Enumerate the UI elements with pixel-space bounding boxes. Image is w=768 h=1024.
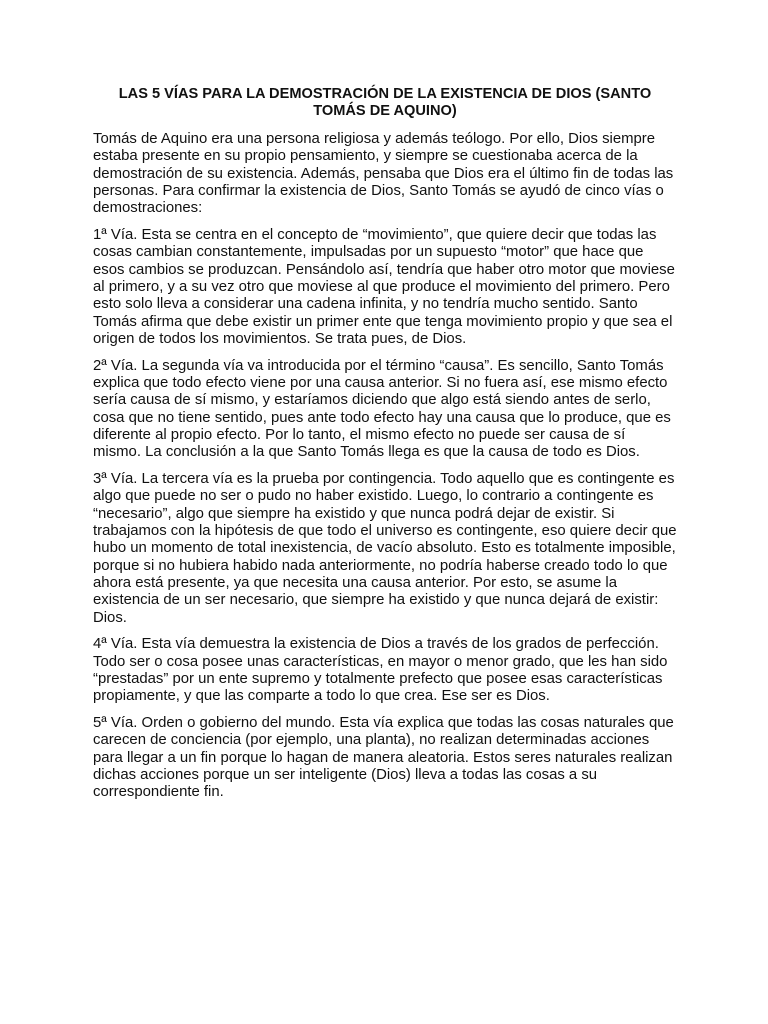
document-page [93,86,677,811]
paragraph-via-1: 1ª Vía. Esta se centra en el concepto de “movimiento”, que quiere decir que todas las cosas cambian constantemente, impulsadas por un supuesto “motor” que hace que esos cambios se produzcan. Pensándolo así, tendría que haber otro motor que moviese al primero, y a su vez otro que moviese al que produce el movimiento del primero. Pero esto solo lleva a considerar una cadena infinita, y no tendría mucho sentido. Santo Tomás afirma que debe existir un primer ente que tenga movimiento propio y que sea el origen de todos los movimientos. Se trata pues, de Dios. [93,227,675,347]
document-title: LAS 5 VÍAS PARA LA DEMOSTRACIÓN DE LA EXISTENCIA DE DIOS (SANTO TOMÁS DE AQUINO) [118,86,652,119]
paragraph-via-4: 4ª Vía. Esta vía demuestra la existencia de Dios a través de los grados de perfección. Todo ser o cosa posee unas características, en mayor o menor grado, que les han sido “prestadas” por un ente supremo y totalmente prefecto que posee esas características propiamente, y que las comparte a todo lo que crea. Ese ser es Dios. [93,636,668,705]
paragraph-intro: Tomás de Aquino era una persona religiosa y además teólogo. Por ello, Dios siempre estaba presente en su propio pensamiento, y siempre se cuestionaba acerca de la demostración de su existencia. Además, pensaba que Dios era el último fin de todas las personas. Para confirmar la existencia de Dios, Santo Tomás se ayudó de cinco vías o demostraciones: [93,131,674,217]
paragraph-via-3: 3ª Vía. La tercera vía es la prueba por contingencia. Todo aquello que es contingente es algo que puede no ser o pudo no haber existido. Luego, lo contrario a contingente es “necesario”, algo que siempre ha existido y que nunca podrá dejar de existir. Si trabajamos con la hipótesis de que todo el universo es contingente, eso quiere decir que hubo un momento de total inexistencia, de vacío absoluto. Esto es totalmente imposible, porque si no hubiera habido nada anteriormente, no podría haberse creado todo lo que ahora está presente, ya que necesita una causa anterior. Por esto, se asume la existencia de un ser necesario, que siempre ha existido y que nunca dejará de existir: Dios. [93,471,677,626]
paragraph-via-2: 2ª Vía. La segunda vía va introducida por el término “causa”. Es sencillo, Santo Tomás explica que todo efecto viene por una causa anterior. Si no fuera así, ese mismo efecto sería causa de sí mismo, y estaríamos diciendo que algo está siendo antes de serlo, cosa que no tiene sentido, pues ante todo efecto hay una causa que lo produce, que es diferente al propio efecto. Por lo tanto, el mismo efecto no puede ser causa de sí mismo. La conclusión a la que Santo Tomás llega es que la causa de todo es Dios. [93,357,671,461]
paragraph-via-5: 5ª Vía. Orden o gobierno del mundo. Esta vía explica que todas las cosas naturales que carecen de conciencia (por ejemplo, una planta), no realizan determinadas acciones para llegar a un fin porque lo hagan de manera aleatoria. Estos seres naturales realizan dichas acciones porque un ser inteligente (Dios) lleva a todas las cosas a su correspondiente fin. [93,715,674,801]
